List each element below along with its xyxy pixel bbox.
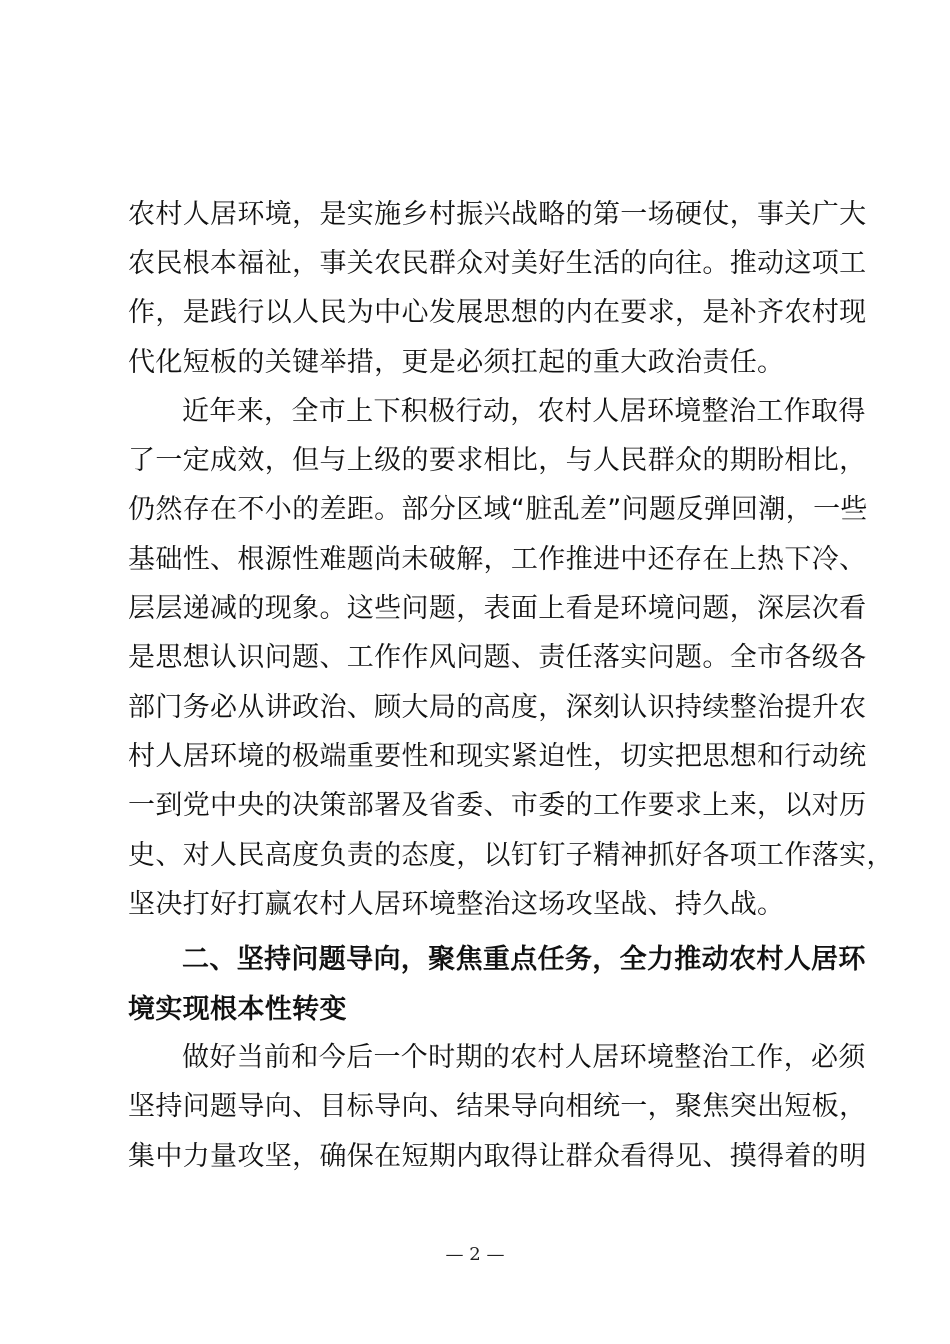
paragraph-first-line: 近年来，全市上下积极行动，农村人居环境整治工作取得 <box>182 396 866 427</box>
text-line: 作，是践行以人民为中心发展思想的内在要求，是补齐农村现 <box>128 297 867 328</box>
text-line: 是思想认识问题、工作作风问题、责任落实问题。全市各级各 <box>128 642 867 673</box>
text-line: 仍然存在不小的差距。部分区域“脏乱差”问题反弹回潮，一些 <box>128 494 868 525</box>
page-number: — 2 — <box>445 1244 505 1265</box>
text-line: 集中力量攻坚，确保在短期内取得让群众看得见、摸得着的明 <box>128 1141 867 1172</box>
text-line: 层层递减的现象。这些问题，表面上看是环境问题，深层次看 <box>128 593 867 624</box>
text-line: 农民根本福祉，事关农民群众对美好生活的向往。推动这项工 <box>128 248 867 279</box>
text-line: 部门务必从讲政治、顾大局的高度，深刻认识持续整治提升农 <box>128 692 867 723</box>
text-line: 坚持问题导向、目标导向、结果导向相统一，聚焦突出短板， <box>128 1091 867 1122</box>
text-line: 农村人居环境，是实施乡村振兴战略的第一场硬仗，事关广大 <box>128 199 867 230</box>
section-heading: 二、坚持问题导向，聚焦重点任务，全力推动农村人居环 <box>182 944 866 975</box>
paragraph-first-line: 做好当前和今后一个时期的农村人居环境整治工作，必须 <box>182 1042 866 1073</box>
text-line: 了一定成效，但与上级的要求相比，与人民群众的期盼相比， <box>128 445 867 476</box>
text-line: 坚决打好打赢农村人居环境整治这场攻坚战、持久战。 <box>128 889 785 920</box>
text-line: 村人居环境的极端重要性和现实紧迫性，切实把思想和行动统 <box>128 741 867 772</box>
text-line: 一到党中央的决策部署及省委、市委的工作要求上来，以对历 <box>128 790 867 821</box>
text-line: 史、对人民高度负责的态度，以钉钉子精神抓好各项工作落实， <box>128 840 894 871</box>
text-line: 基础性、根源性难题尚未破解，工作推进中还存在上热下冷、 <box>128 544 867 575</box>
text-line: 代化短板的关键举措，更是必须扛起的重大政治责任。 <box>128 347 785 378</box>
section-heading-continued: 境实现根本性转变 <box>128 994 347 1025</box>
